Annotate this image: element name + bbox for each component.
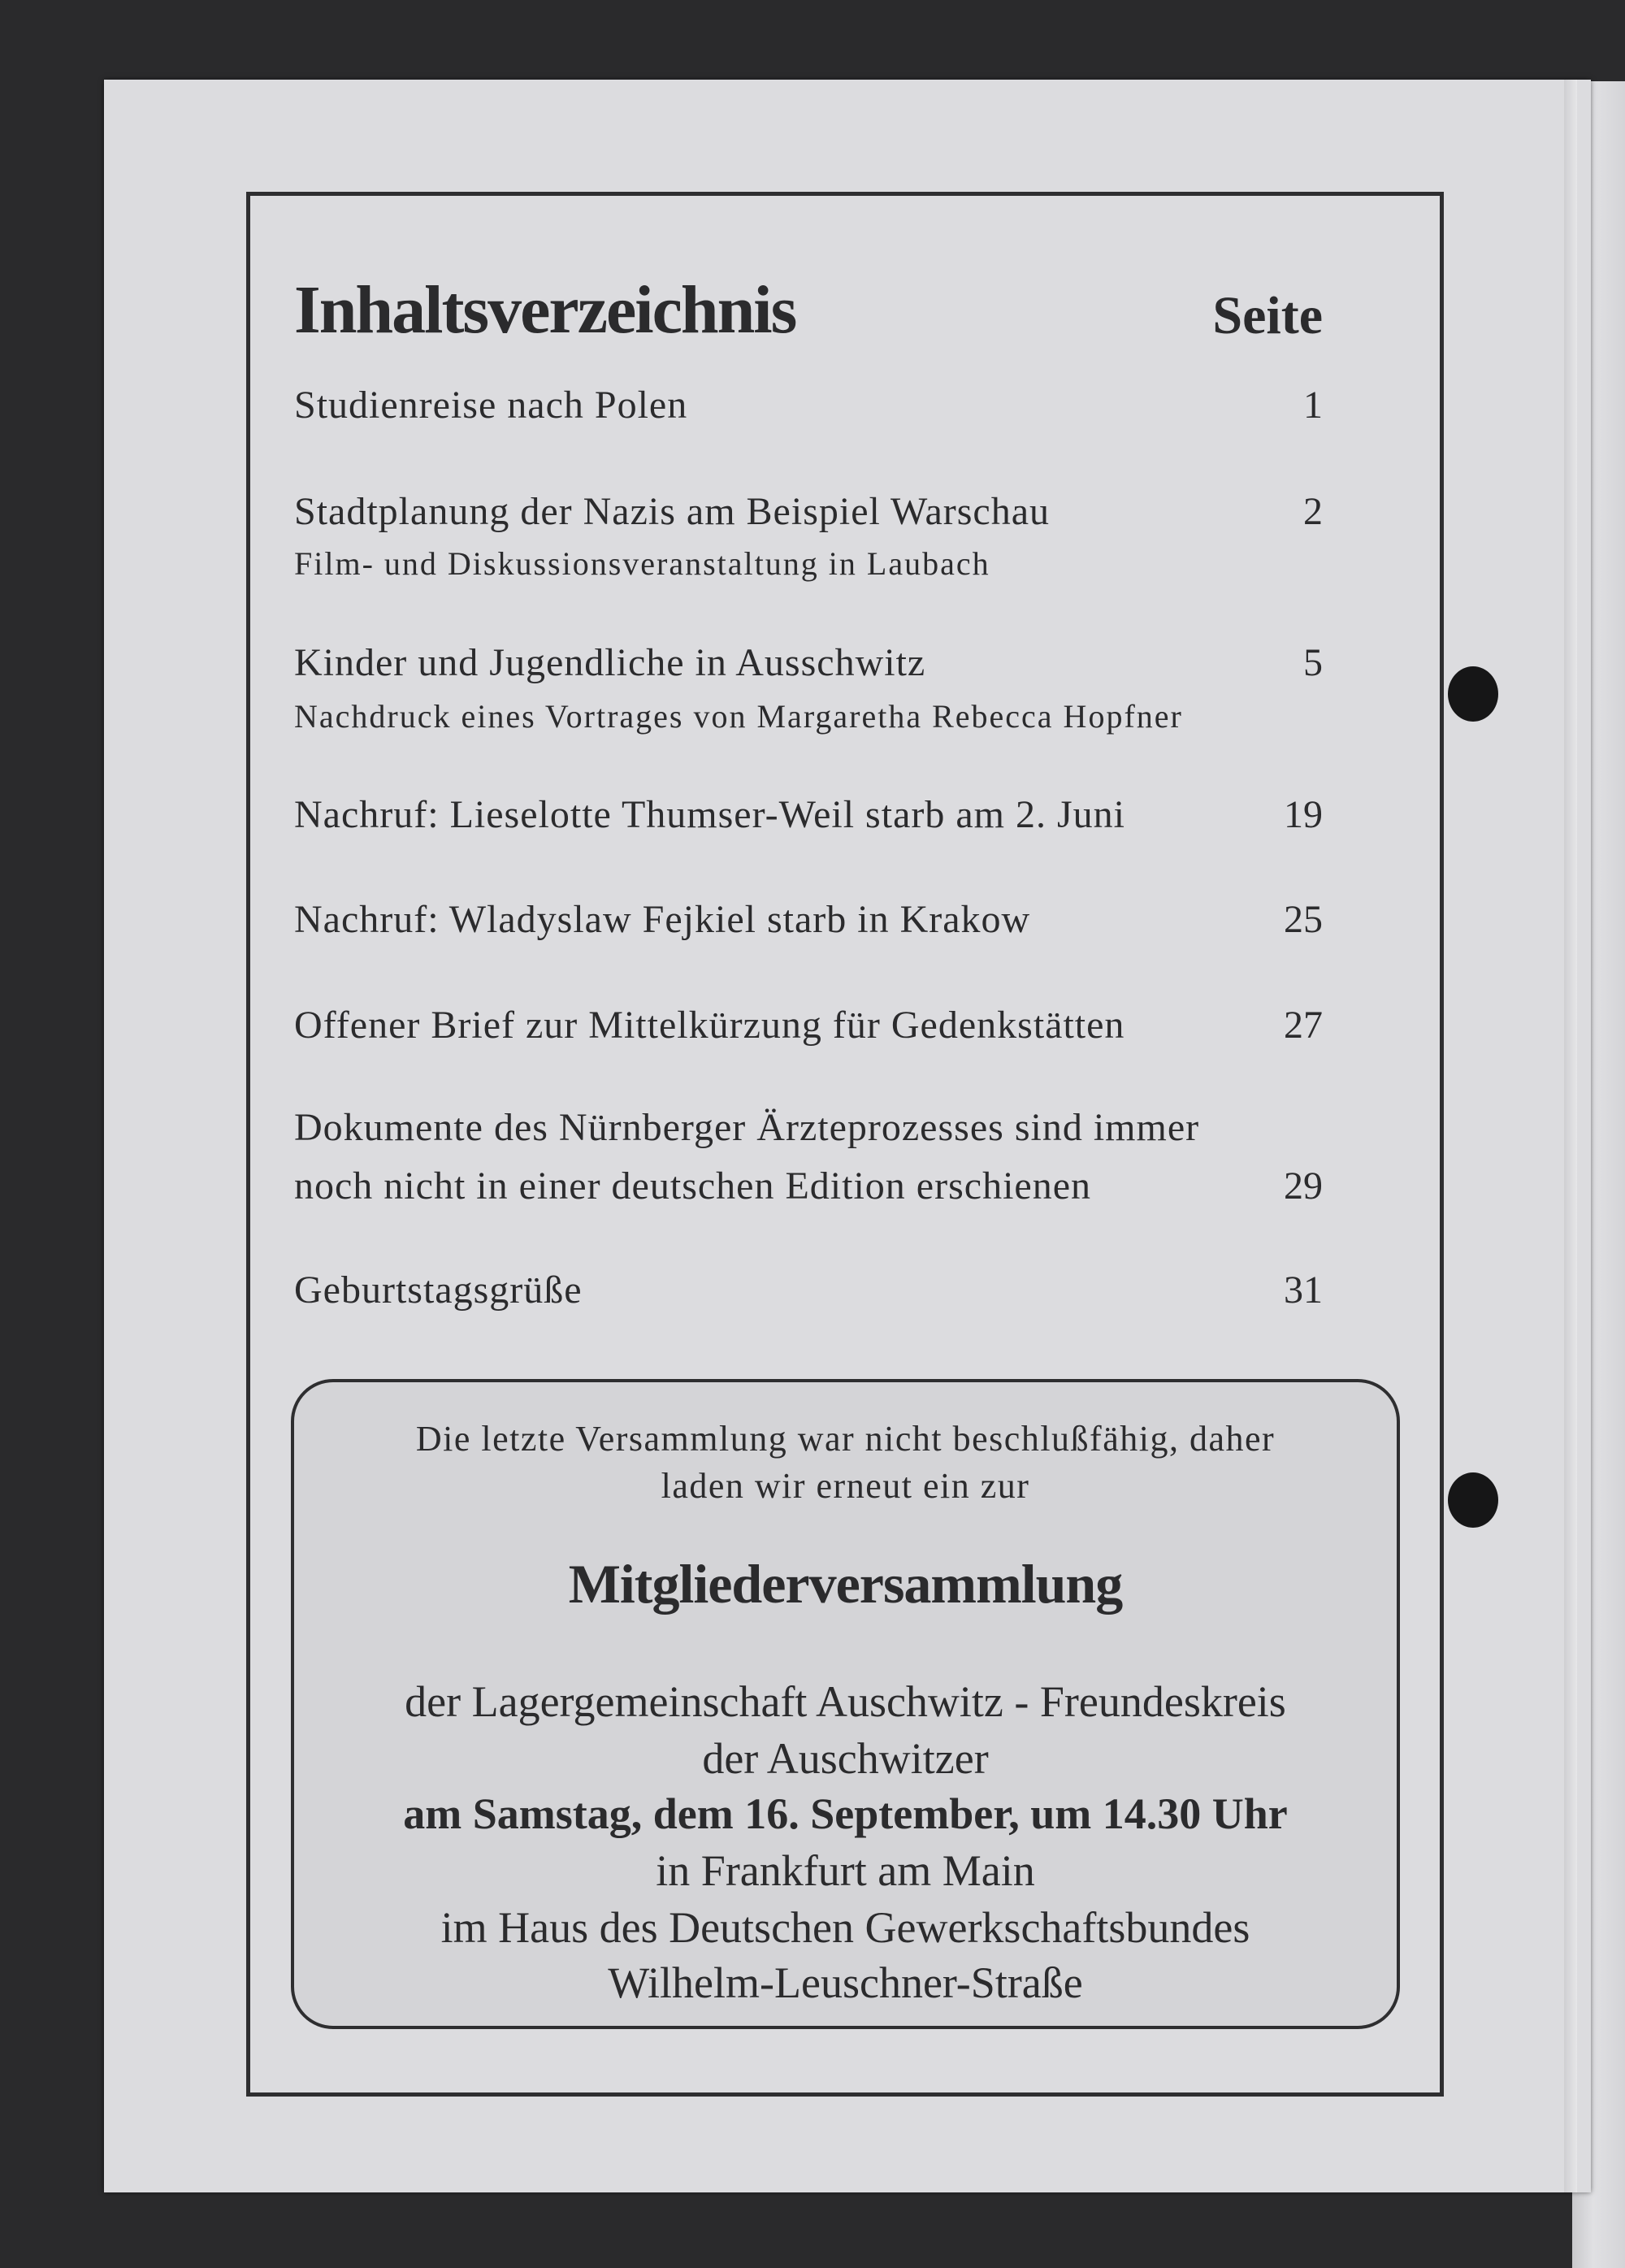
toc-entry-page: 27 [1284,1004,1323,1047]
toc-entry-title: Dokumente des Nürnberger Ärzteprozesses sind immer [294,1106,1200,1149]
toc-entry-subtitle: Nachdruck eines Vortrages von Margaretha Rebecca Hopfner [294,698,1183,735]
toc-entry-page: 5 [1303,641,1323,684]
toc-entry-title: Nachruf: Lieselotte Thumser-Weil starb am 2. Juni [294,793,1126,836]
notice-venue: im Haus des Deutschen Gewerkschaftsbundes [440,1903,1250,1952]
notice-title: Mitgliederversammlung [568,1553,1123,1615]
toc-entry-page: 2 [1303,490,1323,533]
toc-entry-title: Studienreise nach Polen [294,384,688,427]
toc-entry-title: Nachruf: Wladyslaw Fejkiel starb in Krakow [294,898,1031,941]
toc-entry-page: 1 [1303,384,1323,427]
toc-entry-page: 29 [1284,1164,1323,1208]
notice-intro-line: Die letzte Versammlung war nicht beschlußfähig, daher [415,1419,1276,1459]
toc-entry-page: 25 [1284,898,1323,941]
toc-entry-title: Kinder und Jugendliche in Ausschwitz [294,641,926,684]
toc-entry-title: Offener Brief zur Mittelkürzung für Gedenkstätten [294,1004,1125,1047]
notice-organization: der Auschwitzer [702,1734,989,1783]
notice-date-time: am Samstag, dem 16. September, um 14.30 Uhr [403,1789,1288,1838]
toc-page-column-heading: Seite [1212,286,1323,345]
toc-entry-page: 31 [1284,1268,1323,1312]
page-edge [1564,80,1577,2192]
toc-heading: Inhaltsverzeichnis [294,272,796,348]
notice-city: in Frankfurt am Main [656,1846,1035,1895]
toc-entry-title: Geburtstagsgrüße [294,1268,583,1312]
toc-entry-subtitle: Film- und Diskussionsveranstaltung in Laubach [294,545,990,582]
toc-entry-title: Stadtplanung der Nazis am Beispiel Warschau [294,490,1051,533]
notice-street: Wilhelm-Leuschner-Straße [608,1958,1083,2007]
punch-hole-icon [1448,1472,1498,1528]
notice-intro-line: laden wir erneut ein zur [661,1466,1030,1506]
meeting-notice-box [291,1379,1400,2029]
notice-organization: der Lagergemeinschaft Auschwitz - Freundeskreis [405,1677,1286,1726]
toc-entry-page: 19 [1284,793,1323,836]
punch-hole-icon [1448,666,1498,722]
toc-entry-title-continued: noch nicht in einer deutschen Edition erschienen [294,1164,1092,1208]
